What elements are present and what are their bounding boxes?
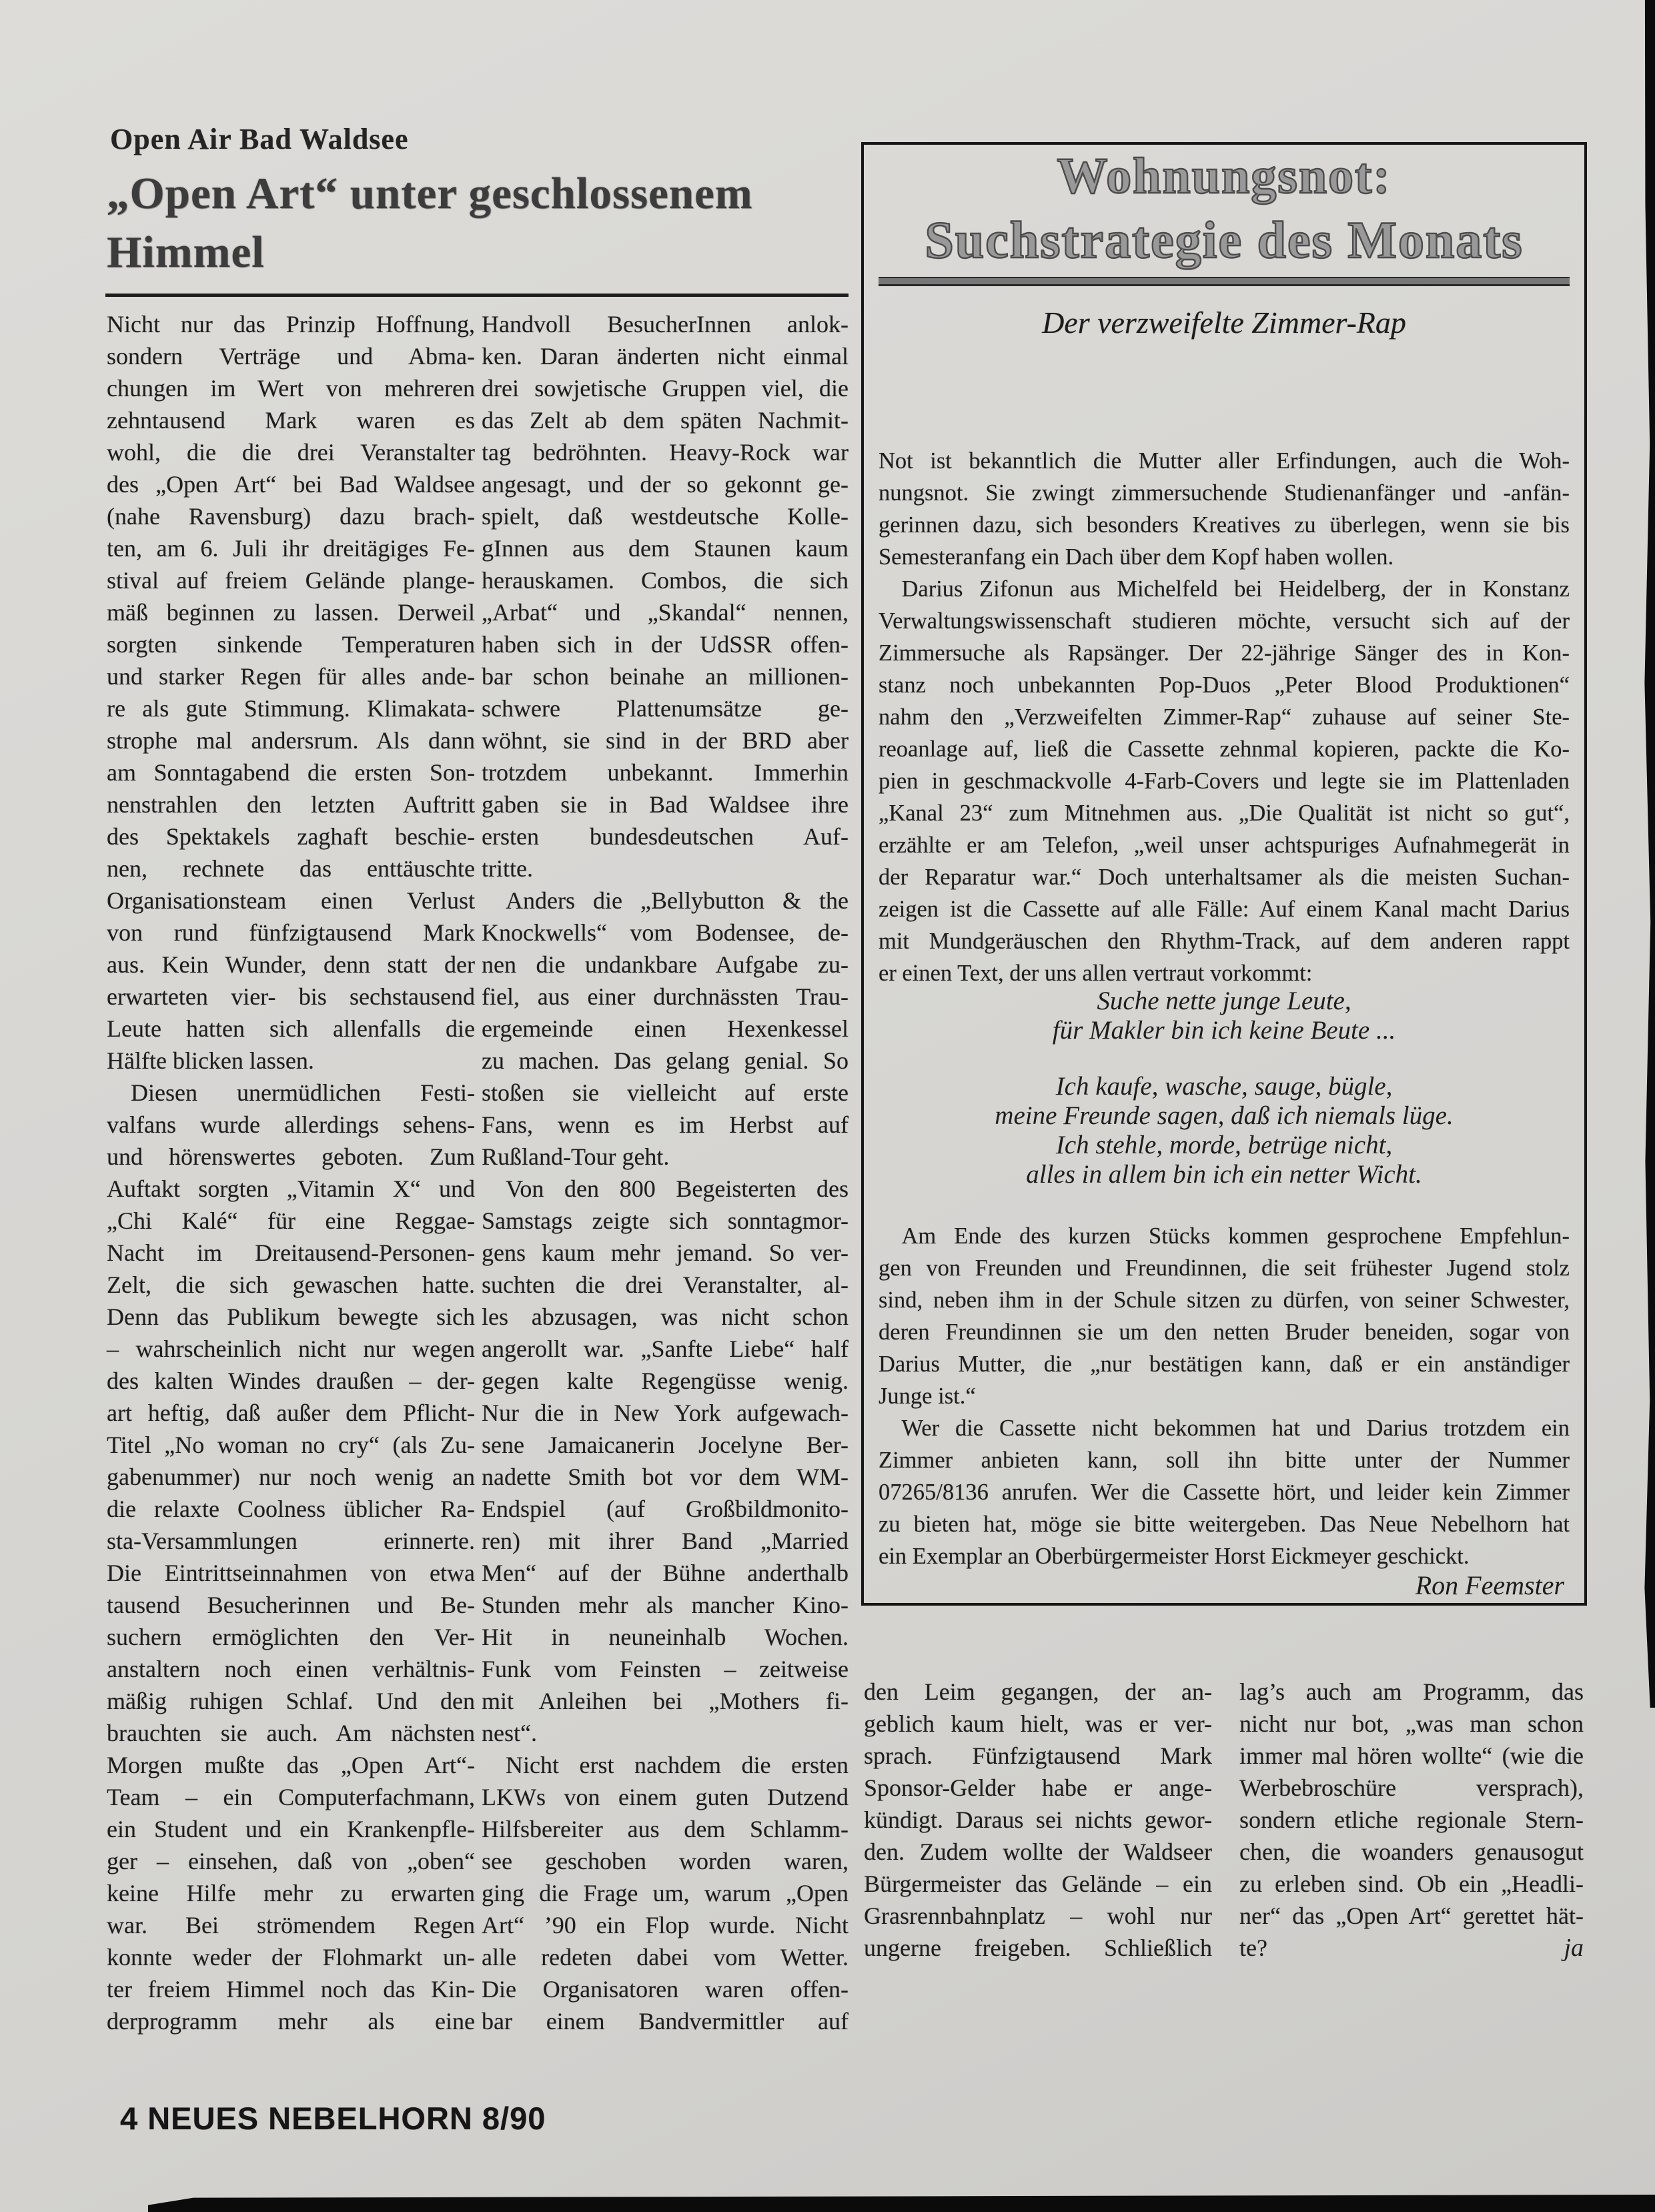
box-article [861, 142, 1587, 1606]
box-title-rule [879, 277, 1570, 286]
scan-edge-bottom [148, 2195, 1655, 2212]
article-headline-line1: „Open Art“ unter geschlossenem [107, 169, 753, 218]
page-footer: 4 NEUES NEBELHORN 8/90 [120, 2101, 546, 2136]
article-bottom-column-2: lag’s auch am Programm, das nicht nur bot, „was man schon immer mal hören wollte“ (wie die Werbebroschüre versprach), sondern etliche regionale Stern- chen, die woanders genausogut zu erleben sind. Ob ein „Headli- ner“ das „Open Art“ gerettet hät- te? [1239, 1678, 1584, 1961]
box-subtitle: Der verzweifelte Zimmer-Rap [1042, 306, 1406, 340]
article-kicker: Open Air Bad Waldsee [110, 123, 409, 155]
box-rap-verses: Suche nette junge Leute, für Makler bin ich keine Beute ... Ich kaufe, wasche, sauge, bügle, meine Freunde sagen, daß ich niemals lüge. Ich stehle, morde, betrüge nicht, alles in allem bin ich ein netter Wicht. [995, 987, 1454, 1189]
article-column-2: Handvoll BesucherInnen anlok- ken. Daran änderten nicht einmal drei sowjetische Gruppen viel, die das Zelt ab dem späten Nachmit- tag bedröhnten. Heavy-Rock war angesagt, und der so gekonnt ge- spielt, daß westdeutsche Kolle- gInnen aus dem Staunen kaum herauskamen. Combos, die sich „Arbat“ und „Skandal“ nennen, haben sich in der UdSSR offen- bar schon beinahe an millionen- schwere Plattenumsätze ge- wöhnt, sie sind in der BRD aber trotzdem unbekannt. Immerhin gaben sie in Bad Waldsee ihre ersten bundesdeutschen Auf- tritte. Anders die „Bellybutton & the Knockwells“ vom Bodensee, de- nen die undankbare Aufgabe zu- fiel, aus einer durchnässten Trau- ergemeinde einen Hexenkessel zu machen. Das gelang genial. So stoßen sie vielleicht auf erste Fans, wenn es im Herbst auf Rußland-Tour geht. Von den 800 Begeisterten des Samstags zeigte sich sonntagmor- gens kaum mehr jemand. So ver- suchten die drei Veranstalter, al- les abzusagen, was nicht schon angerollt war. „Sanfte Liebe“ half gegen kalte Regengüsse wenig. Nur die in New York aufgewach- sene Jamaicanerin Jocelyne Ber- nadette Smith bot vor dem WM- Endspiel (auf Großbildmonito- ren) mit ihrer Band „Married Men“ auf der Bühne anderthalb Stunden mehr als mancher Kino- Hit in neuneinhalb Wochen. Funk vom Feinsten – zeitweise mit Anleihen bei „Mothers fi- nest“. Nicht erst nachdem die ersten LKWs von einem guten Dutzend Hilfsbereiter aus dem Schlamm- see geschoben worden waren, ging die Frage um, warum „Open Art“ ’90 ein Flop wurde. Nicht alle redeten dabei vom Wetter. Die Organisatoren waren offen- bar einem Bandvermittler auf [482, 311, 849, 2035]
box-author-byline: Ron Feemster [1415, 1570, 1564, 1600]
box-title-line1: Wohnungsnot: [1057, 148, 1392, 204]
article-author-initials: ja [1564, 1934, 1584, 1962]
headline-rule [105, 294, 849, 297]
article-headline-line2: Himmel [107, 227, 265, 277]
box-title-line2: Suchstrategie des Monats [925, 211, 1524, 269]
box-body-part2: Am Ende des kurzen Stücks kommen gesprochene Empfehlun- gen von Freunden und Freundinnen, die seit frühester Jugend stolz sind, neben ihm in der Schule sitzen zu dürfen, von seiner Schwester, deren Freundinnen sie um den netten Bruder beneiden, sogar von Darius Mutter, die „nur bestätigen kann, daß er ein anständiger Junge ist.“ Wer die Cassette nicht bekommen hat und Darius trotzdem ein Zimmer anbieten kann, soll ihn bitte unter der Nummer 07265/8136 anrufen. Wer die Cassette hört, und leider kein Zimmer zu bieten hat, möge sie bitte weitergeben. Das Neue Nebelhorn hat ein Exemplar an Oberbürgermeister Horst Eickmeyer geschickt. [879, 1223, 1570, 1569]
article-bottom-column-1: den Leim gegangen, der an- geblich kaum hielt, was er ver- sprach. Fünfzigtausend Mark Sponsor-Gelder habe er ange- kündigt. Daraus sei nichts gewor- den. Zudem wollte der Waldseer Bürgermeister das Gelände – ein Grasrennbahnplatz – wohl nur ungerne freigeben. Schließlich [864, 1678, 1212, 1961]
article-headline [107, 164, 854, 282]
article-column-1: Nicht nur das Prinzip Hoffnung, sondern Verträge und Abma- chungen im Wert von mehreren zehntausend Mark waren es wohl, die die drei Veranstalter des „Open Art“ bei Bad Waldsee (nahe Ravensburg) dazu brach- ten, am 6. Juli ihr dreitägiges Fe- stival auf freiem Gelände plange- mäß beginnen zu lassen. Derweil sorgten sinkende Temperaturen und starker Regen für alles ande- re als gute Stimmung. Klimakata- strophe mal andersrum. Als dann am Sonntagabend die ersten Son- nenstrahlen den letzten Auftritt des Spektakels zaghaft beschie- nen, rechnete das enttäuschte Organisationsteam einen Verlust von rund fünfzigtausend Mark aus. Kein Wunder, denn statt der erwarteten vier- bis sechstausend Leute hatten sich allenfalls die Hälfte blicken lassen. Diesen unermüdlichen Festi- valfans wurde allerdings sehens- und hörenswertes geboten. Zum Auftakt sorgten „Vitamin X“ und „Chi Kalé“ für eine Reggae- Nacht im Dreitausend-Personen- Zelt, die sich gewaschen hatte. Denn das Publikum bewegte sich – wahrscheinlich nicht nur wegen des kalten Windes draußen – der- art heftig, daß außer dem Pflicht- Titel „No woman no cry“ (als Zu- gabenummer) nur noch wenig an die relaxte Coolness üblicher Ra- sta-Versammlungen erinnerte. Die Eintrittseinnahmen von etwa tausend Besucherinnen und Be- suchern ermöglichten den Ver- anstaltern noch einen verhältnis- mäßig ruhigen Schlaf. Und den brauchten sie auch. Am nächsten Morgen mußte das „Open Art“- Team – ein Computerfachmann, ein Student und ein Krankenpfle- ger – einsehen, daß von „oben“ keine Hilfe mehr zu erwarten war. Bei strömendem Regen konnte weder der Flohmarkt un- ter freiem Himmel noch das Kin- derprogramm mehr als eine [107, 311, 475, 2035]
box-body-part1: Not ist bekanntlich die Mutter aller Erfindungen, auch die Woh- nungsnot. Sie zwingt zimmersuchende Studienanfänger und -anfän- gerinnen dazu, sich besonders Kreatives zu überlegen, wenn sie bis Semesteranfang ein Dach über dem Kopf haben wollen. Darius Zifonun aus Michelfeld bei Heidelberg, der in Konstanz Verwaltungswissenschaft studieren möchte, versucht sich auf der Zimmersuche als Rapsänger. Der 22-jährige Sänger des in Kon- stanz noch unbekannten Pop-Duos „Peter Blood Produktionen“ nahm den „Verzweifelten Zimmer-Rap“ zuhause auf seiner Ste- reoanlage auf, ließ die Cassette zehnmal kopieren, packte die Ko- pien in geschmackvolle 4-Farb-Covers und legte sie im Plattenladen „Kanal 23“ zum Mitnehmen aus. „Die Qualität ist nicht so gut“, erzählte er am Telefon, „weil unser achtspuriges Aufnahmegerät in der Reparatur war.“ Doch unterhaltsamer als die meisten Suchan- zeigen ist die Cassette auf alle Fälle: Auf einem Kanal macht Darius mit Mundgeräuschen den Rhythm-Track, auf dem anderen rappt er einen Text, der uns allen vertraut vorkommt: [879, 448, 1570, 986]
scan-edge-right [1638, 0, 1655, 1708]
